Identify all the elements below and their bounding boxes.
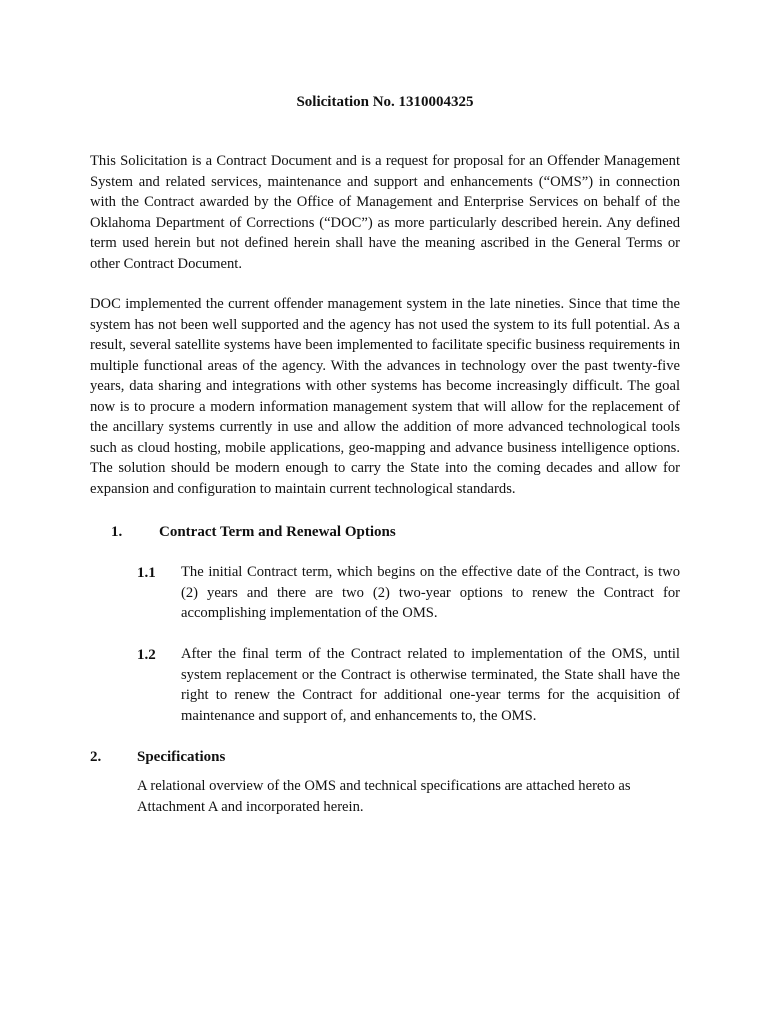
subsection-number: 1.2 [137,647,156,663]
document-title: Solicitation No. 1310004325 [296,94,474,110]
background-paragraph: DOC implemented the current offender management system in the late nineties. Since that time the system has not been well supported and the agency has not used the system to its full potential. As a result, several satellite systems have been implemented to facilitate specific business requirements in multiple functional areas of the agency. With the advances in technology over the past twenty-five years, data sharing and integrations with other systems has become increasingly difficult. The goal now is to procure a modern information management system that will allow for the replacement of the ancillary systems currently in use and allow the addition of more advanced technological tools such as cloud hosting, mobile applications, geo-mapping and advance business intelligence options. The solution should be modern enough to carry the State into the coming decades and allow for expansion and configuration to maintain current technological standards. [90,296,680,497]
section-2-number: 2. [90,749,102,765]
subsection-text: The initial Contract term, which begins on the effective date of the Contract, is two (2) years and there are two (2) two-year options to renew the Contract for accomplishing implementation of the OMS. [181,564,680,621]
section-2-text: A relational overview of the OMS and technical specifications are attached hereto as Attachment A and incorporated herein. [137,778,631,815]
section-2-title: Specifications [137,749,226,765]
subsection-text: After the final term of the Contract related to implementation of the OMS, until system replacement or the Contract is otherwise terminated, the State shall have the right to renew the Contract for additional one-year terms for the acquisition of maintenance and support of, and enhancements to, the OMS. [181,646,680,724]
intro-paragraph: This Solicitation is a Contract Document and is a request for proposal for an Offender Management System and related services, maintenance and support and enhancements (“OMS”) in connection with the Contract awarded by the Office of Management and Enterprise Services on behalf of the Oklahoma Department of Corrections (“DOC”) as more particularly described herein. Any defined term used herein but not defined herein shall have the meaning ascribed in the General Terms or other Contract Document. [90,153,680,272]
section-1-title: Contract Term and Renewal Options [159,524,396,540]
section-1-number: 1. [111,524,123,540]
subsection-number: 1.1 [137,565,156,581]
